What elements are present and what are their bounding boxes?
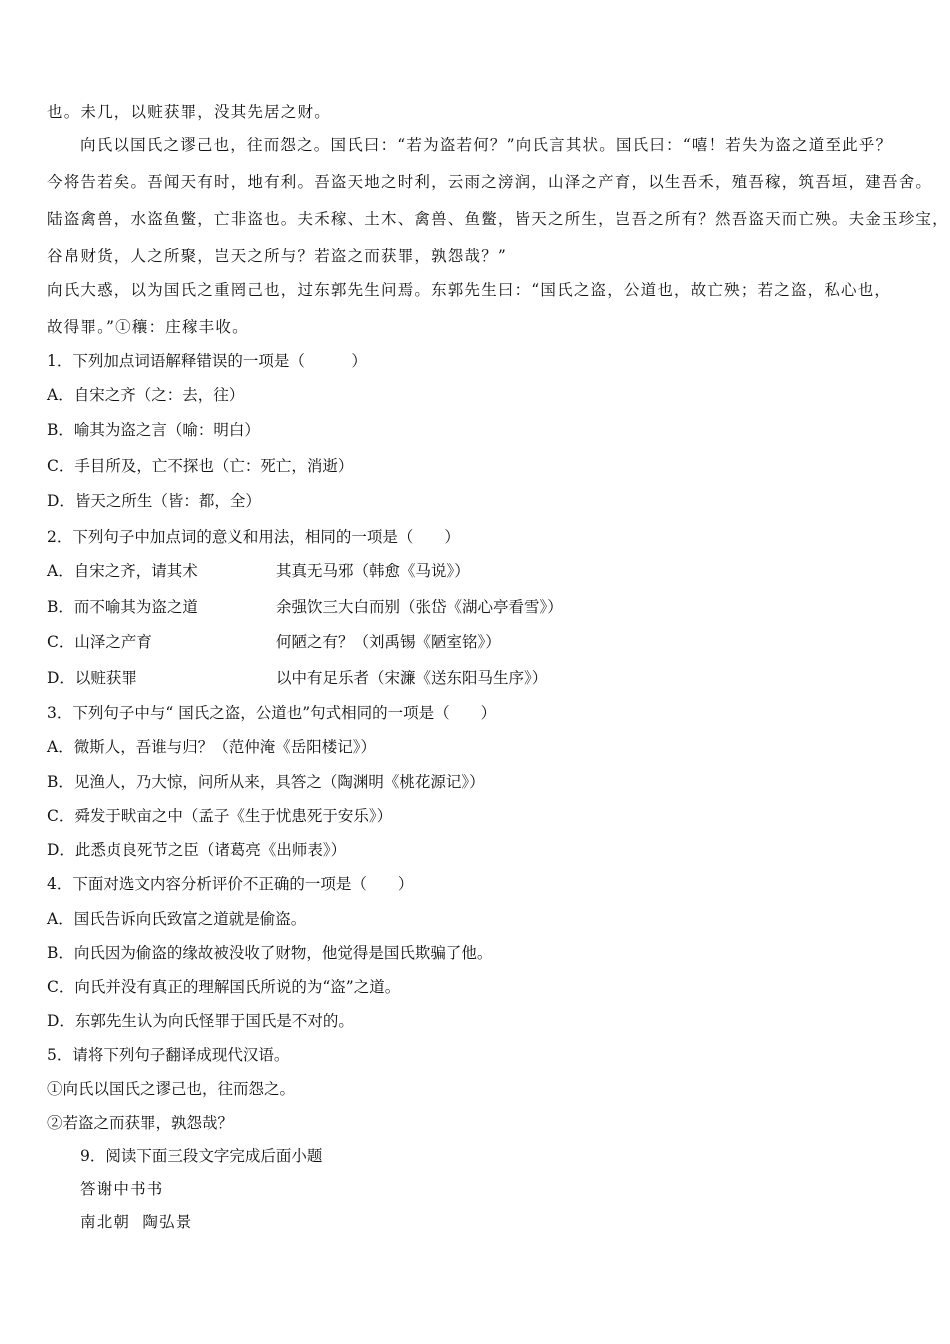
q2-option-c-compare: 何陋之有？（刘禹锡《陋室铭》） [276, 633, 501, 651]
q3-option-d: D．此悉贞良死节之臣（诸葛亮《出师表》） [47, 841, 347, 859]
poem-title: 答谢中书书 [80, 1180, 164, 1198]
passage-line: 谷帛财货，人之所聚，岂天之所与？若盗之而获罪，孰怨哉？” [47, 247, 508, 265]
q4-option-a: A．国氏告诉向氏致富之道就是偷盗。 [47, 910, 307, 928]
q2-option-a: A．自宋之齐，请其术 [47, 562, 198, 580]
question-4-stem: 4．下面对选文内容分析评价不正确的一项是（ ） [47, 875, 414, 893]
q3-option-a: A．微斯人，吾谁与归？（范仲淹《岳阳楼记》） [47, 738, 376, 756]
q3-option-b: B．见渔人，乃大惊，问所从来，具答之（陶渊明《桃花源记》） [47, 773, 485, 791]
q1-option-c: C．手目所及，亡不探也（亡：死亡，消逝） [47, 457, 354, 475]
passage-line: 也。未几，以赃获罪，没其先居之财。 [47, 103, 331, 121]
q1-option-a: A．自宋之齐（之：去，往） [47, 386, 245, 404]
question-1-stem: 1．下列加点词语解释错误的一项是（ ） [47, 352, 367, 370]
q2-option-d-compare: 以中有足乐者（宋濂《送东阳马生序》） [276, 669, 548, 687]
q1-option-b: B．喻其为盗之言（喻：明白） [47, 421, 260, 439]
question-2-stem: 2．下列句子中加点词的意义和用法，相同的一项是（ ） [47, 528, 460, 546]
passage-line: 向氏大惑，以为国氏之重罔己也，过东郭先生问焉。东郭先生曰：“国氏之盗，公道也，故亡殃；若之盗，私心也， [47, 281, 892, 299]
q2-option-c: C．山泽之产育 [47, 633, 152, 651]
passage-line: 故得罪。”①穰：庄稼丰收。 [47, 318, 249, 336]
poem-author: 南北朝 陶弘景 [80, 1213, 193, 1231]
q4-option-b: B．向氏因为偷盗的缘故被没收了财物，他觉得是国氏欺骗了他。 [47, 944, 493, 962]
passage-line: 陆盗禽兽，水盗鱼鳖，亡非盗也。夫禾稼、土木、禽兽、鱼鳖，皆天之所生，岂吾之所有？然吾盗天而亡殃。夫金玉珍宝， [47, 210, 949, 228]
q1-option-d: D．皆天之所生（皆：都，全） [47, 492, 261, 510]
q2-option-d: D．以赃获罪 [47, 669, 137, 687]
q2-option-b: B．而不喻其为盗之道 [47, 598, 198, 616]
q4-option-c: C．向氏并没有真正的理解国氏所说的为“盗”之道。 [47, 978, 401, 996]
question-5-stem: 5．请将下列句子翻译成现代汉语。 [47, 1046, 290, 1064]
q4-option-d: D．东郭先生认为向氏怪罪于国氏是不对的。 [47, 1012, 354, 1030]
q5-item-1: ①向氏以国氏之谬己也，往而怨之。 [47, 1080, 296, 1098]
q2-option-b-compare: 余强饮三大白而别（张岱《湖心亭看雪》） [276, 598, 563, 616]
question-3-stem: 3．下列句子中与“ 国氏之盗，公道也”句式相同的一项是（ ） [47, 704, 497, 722]
passage-line: 向氏以国氏之谬己也，往而怨之。国氏曰：“若为盗若何？”向氏言其状。国氏曰：“嘻！若失为盗之道至此乎？ [80, 136, 893, 154]
passage-line: 今将告若矣。吾闻天有时，地有利。吾盗天地之时利，云雨之滂润，山泽之产育，以生吾禾，殖吾稼，筑吾垣，建吾舍。 [47, 173, 933, 191]
q3-option-c: C．舜发于畎亩之中（孟子《生于忧患死于安乐》） [47, 807, 393, 825]
q2-option-a-compare: 其真无马邪（韩愈《马说》） [276, 562, 470, 580]
q5-item-2: ②若盗之而获罪，孰怨哉？ [47, 1114, 234, 1132]
question-9-stem: 9．阅读下面三段文字完成后面小题 [80, 1147, 323, 1165]
